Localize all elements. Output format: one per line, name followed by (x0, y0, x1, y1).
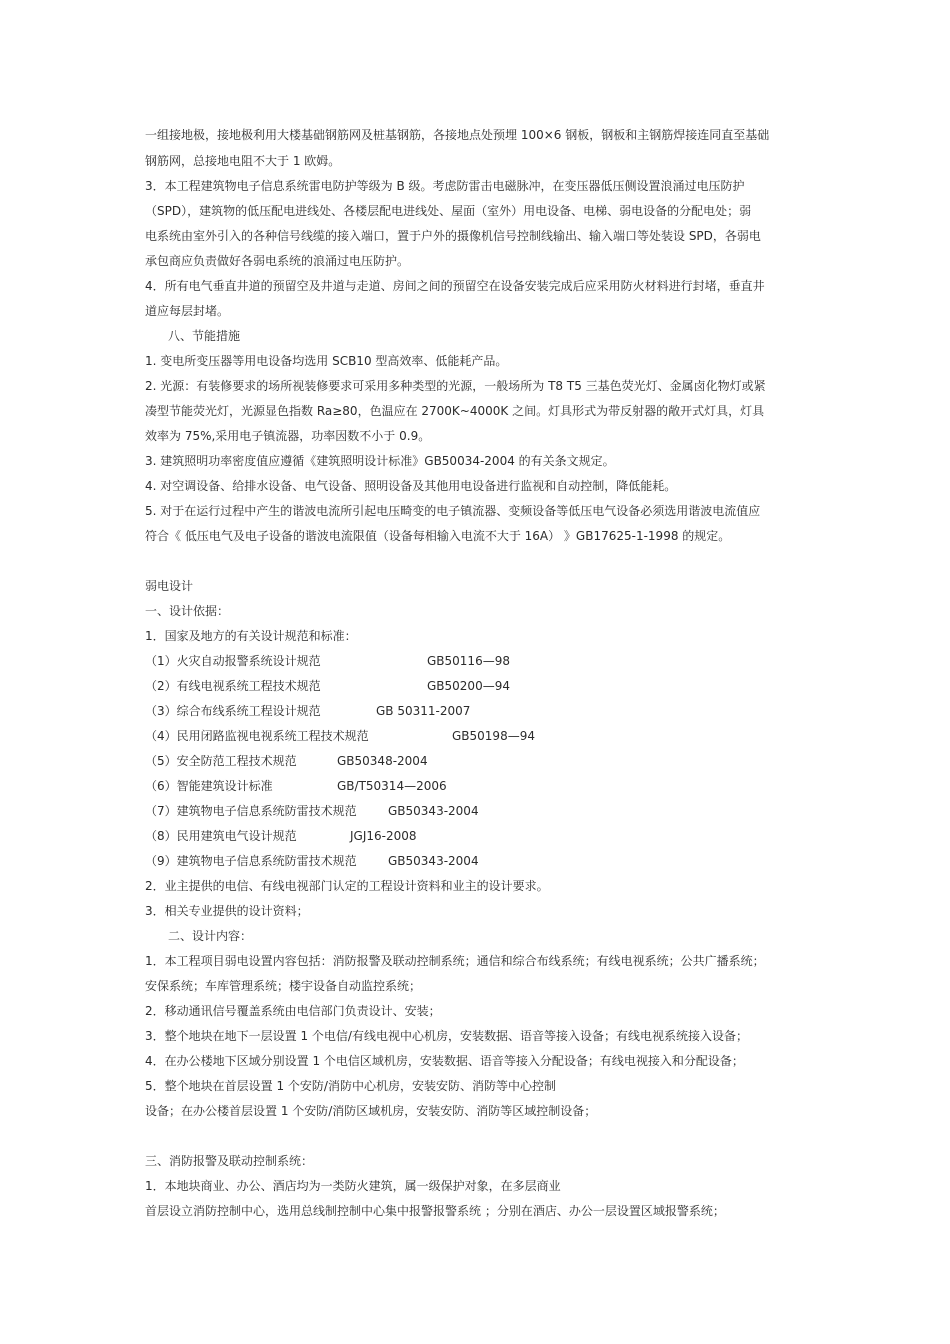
paragraph-line: 3．相关专业提供的设计资料； (145, 904, 309, 918)
paragraph-line: 4. 对空调设备、给排水设备、电气设备、照明设备及其他用电设备进行监视和自动控制，降低能耗。 (145, 479, 677, 493)
standard-name: （4）民用闭路监视电视系统工程技术规范 (145, 729, 369, 743)
section-heading: 二、设计内容： (168, 929, 253, 943)
paragraph-line: 1．国家及地方的有关设计规范和标准： (145, 629, 357, 643)
paragraph-line: 符合《 低压电气及电子设备的谐波电流限值（设备每相输入电流不大于 16A） 》GB17625-1-1998 的规定。 (145, 529, 731, 543)
paragraph-line: 承包商应负责做好各弱电系统的浪涌过电压防护。 (145, 254, 410, 268)
standard-name: （5）安全防范工程技术规范 (145, 754, 297, 768)
paragraph-line: 效率为 75%,采用电子镇流器，功率因数不小于 0.9。 (145, 429, 431, 443)
standard-name: （1）火灾自动报警系统设计规范 (145, 654, 321, 668)
paragraph-line: 4．在办公楼地下区域分别设置 1 个电信区域机房，安装数据、语音等接入分配设备；有线电视接入和分配设备； (145, 1054, 744, 1068)
chapter-heading: 弱电设计 (145, 579, 194, 593)
standard-code: GB50343-2004 (388, 854, 479, 868)
paragraph-line: 钢筋网，总接地电阻不大于 1 欧姆。 (145, 154, 341, 168)
standard-name: （8）民用建筑电气设计规范 (145, 829, 297, 843)
standard-code: GB/T50314—2006 (337, 779, 447, 793)
section-heading: 八、节能措施 (168, 329, 241, 343)
paragraph-line: 5. 对于在运行过程中产生的谐波电流所引起电压畸变的电子镇流器、变频设备等低压电气设备必须选用谐波电流值应 (145, 504, 761, 518)
paragraph-line: 3. 建筑照明功率密度值应遵循《建筑照明设计标准》GB50034-2004 的有关条文规定。 (145, 454, 615, 468)
standard-name: （7）建筑物电子信息系统防雷技术规范 (145, 804, 357, 818)
section-heading: 一、设计依据： (145, 604, 230, 618)
section-heading: 三、消防报警及联动控制系统： (145, 1154, 314, 1168)
paragraph-line: 4．所有电气垂直井道的预留空及井道与走道、房间之间的预留空在设备安装完成后应采用防火材料进行封堵，垂直井 (145, 279, 765, 293)
standard-code: GB 50311-2007 (376, 704, 471, 718)
standard-name: （3）综合布线系统工程设计规范 (145, 704, 321, 718)
standard-code: GB50116—98 (427, 654, 510, 668)
standard-code: JGJ16-2008 (350, 829, 417, 843)
standard-code: GB50343-2004 (388, 804, 479, 818)
standard-code: GB50200—94 (427, 679, 510, 693)
paragraph-line: 1. 变电所变压器等用电设备均选用 SCB10 型高效率、低能耗产品。 (145, 354, 508, 368)
paragraph-line: 凑型节能荧光灯，光源显色指数 Ra≥80，色温应在 2700K~4000K 之间。灯具形式为带反射器的敞开式灯具，灯具 (145, 404, 765, 418)
paragraph-line: 安保系统；车库管理系统；楼宇设备自动监控系统； (145, 979, 422, 993)
paragraph-line: （SPD），建筑物的低压配电进线处、各楼层配电进线处、屋面（室外）用电设备、电梯、弱电设备的分配电处；弱 (145, 204, 752, 218)
paragraph-line: 3．整个地块在地下一层设置 1 个电信/有线电视中心机房，安装数据、语音等接入设备；有线电视系统接入设备； (145, 1029, 748, 1043)
paragraph-line: 1．本工程项目弱电设置内容包括：消防报警及联动控制系统；通信和综合布线系统；有线电视系统；公共广播系统； (145, 954, 765, 968)
paragraph-line: 道应每层封堵。 (145, 304, 230, 318)
paragraph-line: 5．整个地块在首层设置 1 个安防/消防中心机房，安装安防、消防等中心控制 (145, 1079, 556, 1093)
paragraph-line: 2. 光源：有装修要求的场所视装修要求可采用多种类型的光源，一般场所为 T8 T5 三基色荧光灯、金属卤化物灯或紧 (145, 379, 766, 393)
paragraph-line: 首层设立消防控制中心，选用总线制控制中心集中报警报警系统 ；分别在酒店、办公一层设置区域报警系统； (145, 1204, 725, 1218)
paragraph-line: 一组接地极，接地极利用大楼基础钢筋网及桩基钢筋，各接地点处预埋 100×6 钢板，钢板和主钢筋焊接连同直至基础 (145, 128, 770, 142)
paragraph-line: 1．本地块商业、办公、酒店均为一类防火建筑，属一级保护对象，在多层商业 (145, 1179, 561, 1193)
paragraph-line: 2．移动通讯信号覆盖系统由电信部门负责设计、安装； (145, 1004, 441, 1018)
paragraph-line: 2．业主提供的电信、有线电视部门认定的工程设计资料和业主的设计要求。 (145, 879, 549, 893)
standard-code: GB50348-2004 (337, 754, 428, 768)
paragraph-line: 3．本工程建筑物电子信息系统雷电防护等级为 B 级。考虑防雷击电磁脉冲，在变压器低压侧设置浪涌过电压防护 (145, 179, 745, 193)
standard-name: （6）智能建筑设计标准 (145, 779, 273, 793)
standard-name: （9）建筑物电子信息系统防雷技术规范 (145, 854, 357, 868)
standard-code: GB50198—94 (452, 729, 535, 743)
standard-name: （2）有线电视系统工程技术规范 (145, 679, 321, 693)
paragraph-line: 电系统由室外引入的各种信号线缆的接入端口，置于户外的摄像机信号控制线输出、输入端口等处装设 SPD，各弱电 (145, 229, 761, 243)
paragraph-line: 设备；在办公楼首层设置 1 个安防/消防区域机房，安装安防、消防等区域控制设备； (145, 1104, 597, 1118)
